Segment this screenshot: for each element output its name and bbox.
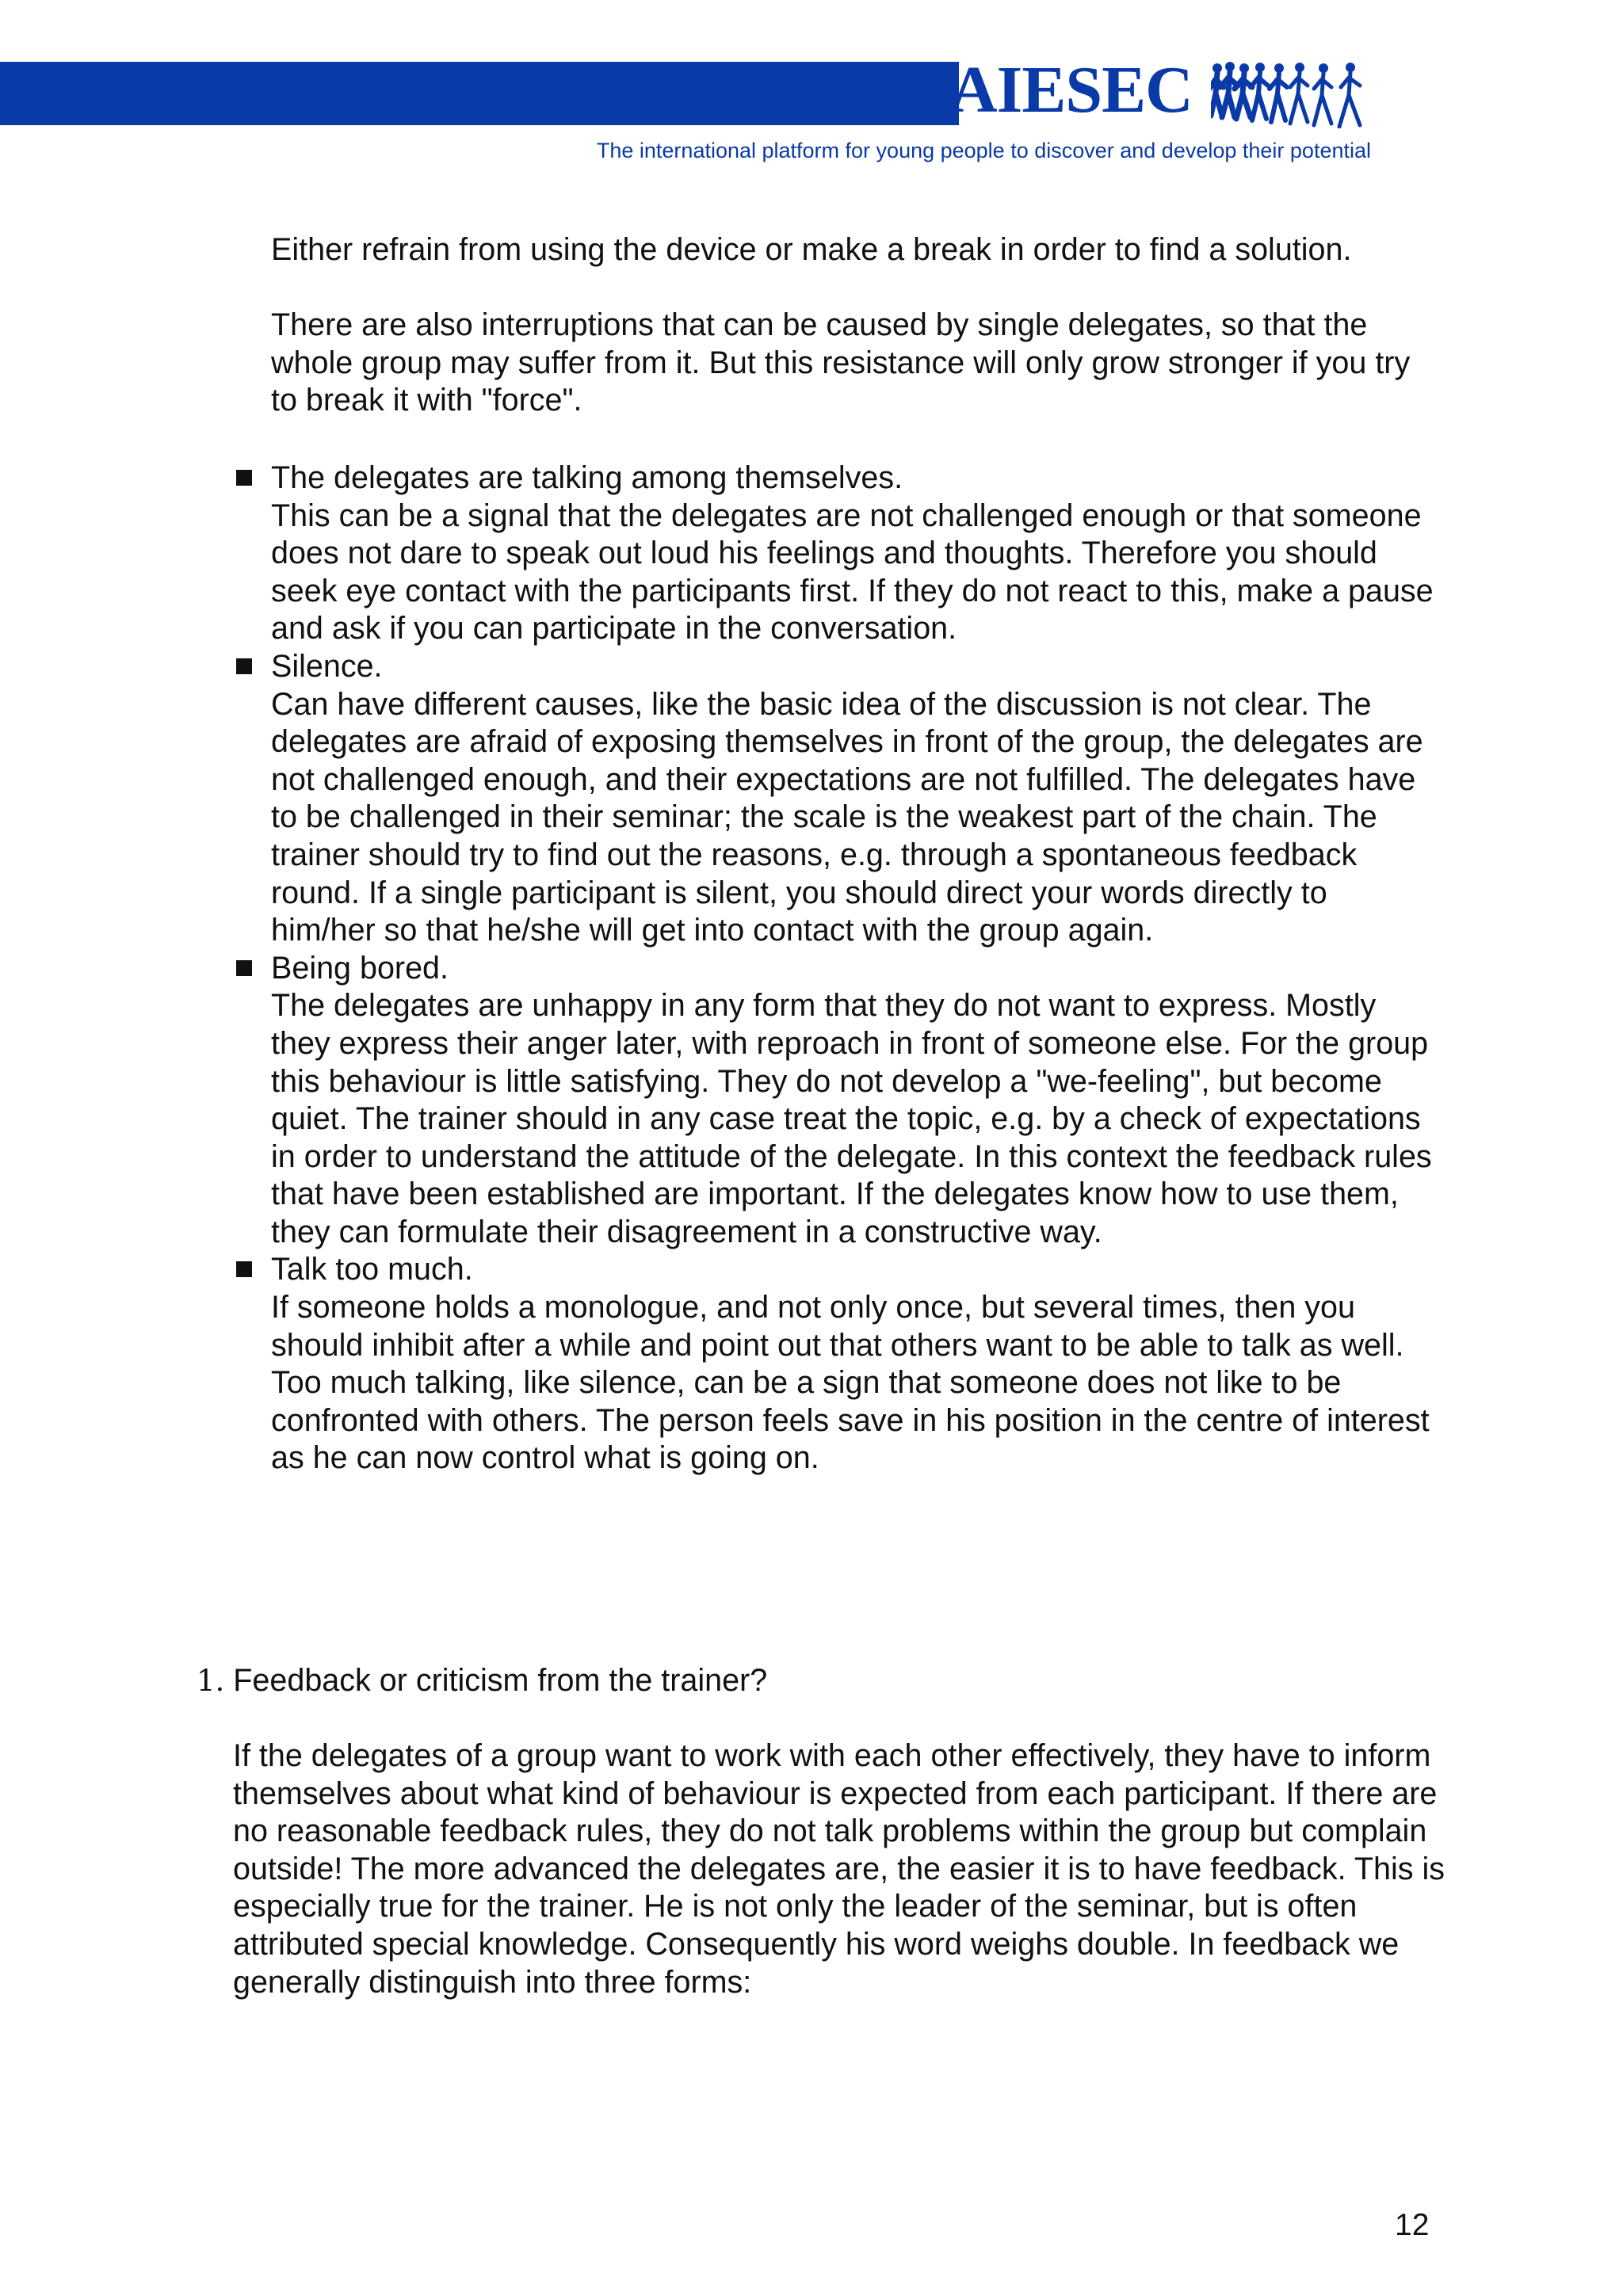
section-paragraph: If the delegates of a group want to work with each other effectively, they have to inform themselves about what kind of behaviour is expected from each participant. If there are no reasonable feedback rules, they do not talk problems within the group but complain outside! The more advanced the delegates are, the easier it is to have feedback. This is especially true for the trainer. He is not only the leader of the seminar, but is often attributed special knowledge. Consequently his word weighs double. In feedback we generally distinguish into three forms:: [233, 1738, 1445, 2000]
bullet-paragraph: If someone holds a monologue, and not only once, but several times, then you should inhibit after a while and point out that others want to be able to talk as well.: [271, 1290, 1404, 1363]
page-number: 12: [1395, 2208, 1430, 2242]
bullet-title: Talk too much.: [271, 1252, 473, 1287]
intro-paragraph-1: Either refrain from using the device or make a break in order to find a solution.: [271, 232, 1352, 267]
tagline: The international platform for young people to discover and develop their potential: [596, 139, 1371, 162]
intro-paragraph-2: There are also interruptions that can be caused by single delegates, so that the whole group may suffer from it. But this resistance will only grow stronger if you try to break it with "force".: [271, 307, 1411, 418]
bullet-list: [235, 460, 1439, 1478]
bullet-paragraph: The delegates are unhappy in any form that they do not want to express. Mostly they express their anger later, with reproach in front of someone else. For the group this behaviour is little satisfying. They do not develop a "we-feeling", but become quiet. The trainer should in any case treat the topic, e.g. by a check of expectations in order to understand the attitude of the delegate. In this context the feedback rules that have been established are important. If the delegates know how to use them, they can formulate their disagreement in a constructive way.: [271, 988, 1432, 1249]
square-bullet-icon: [236, 470, 252, 486]
section-title: Feedback or criticism from the trainer?: [233, 1663, 768, 1698]
list-item: [235, 460, 1439, 648]
aiesec-logo: [949, 55, 1377, 128]
section-number: 1.: [197, 1664, 225, 1698]
bullet-title: The delegates are talking among themselves.: [271, 460, 903, 495]
list-item: [235, 1251, 1439, 1478]
bullet-title: Silence.: [271, 648, 383, 684]
square-bullet-icon: [236, 1261, 252, 1277]
list-item: [235, 950, 1439, 1252]
section-heading: [197, 1662, 767, 1700]
bullet-paragraph: Too much talking, like silence, can be a sign that someone does not like to be confronted with others. The person feels save in his position in the centre of interest as he can now control what is going on.: [271, 1365, 1430, 1476]
list-item: [235, 648, 1439, 950]
walking-people-icon: [1211, 60, 1377, 128]
bullet-title: Being bored.: [271, 950, 449, 986]
square-bullet-icon: [236, 960, 252, 976]
bullet-paragraph: Can have different causes, like the basic idea of the discussion is not clear. The delegates are afraid of exposing themselves in front of the group, the delegates are not challenged enough, and their expectations are not fulfilled. The delegates have to be challenged in their seminar; the scale is the weakest part of the chain. The trainer should try to find out the reasons, e.g. through a spontaneous feedback round. If a single participant is silent, you should direct your words directly to him/her so that he/she will get into contact with the group again.: [271, 686, 1423, 948]
square-bullet-icon: [236, 658, 252, 674]
bullet-paragraph: This can be a signal that the delegates are not challenged enough or that someone does not dare to speak out loud his feelings and thoughts. Therefore you should seek eye contact with the participants first. If they do not react to this, make a pause and ask if you can participate in the conversation.: [271, 498, 1434, 646]
header-band: [0, 62, 959, 125]
logo-text: AIESEC: [949, 53, 1193, 127]
